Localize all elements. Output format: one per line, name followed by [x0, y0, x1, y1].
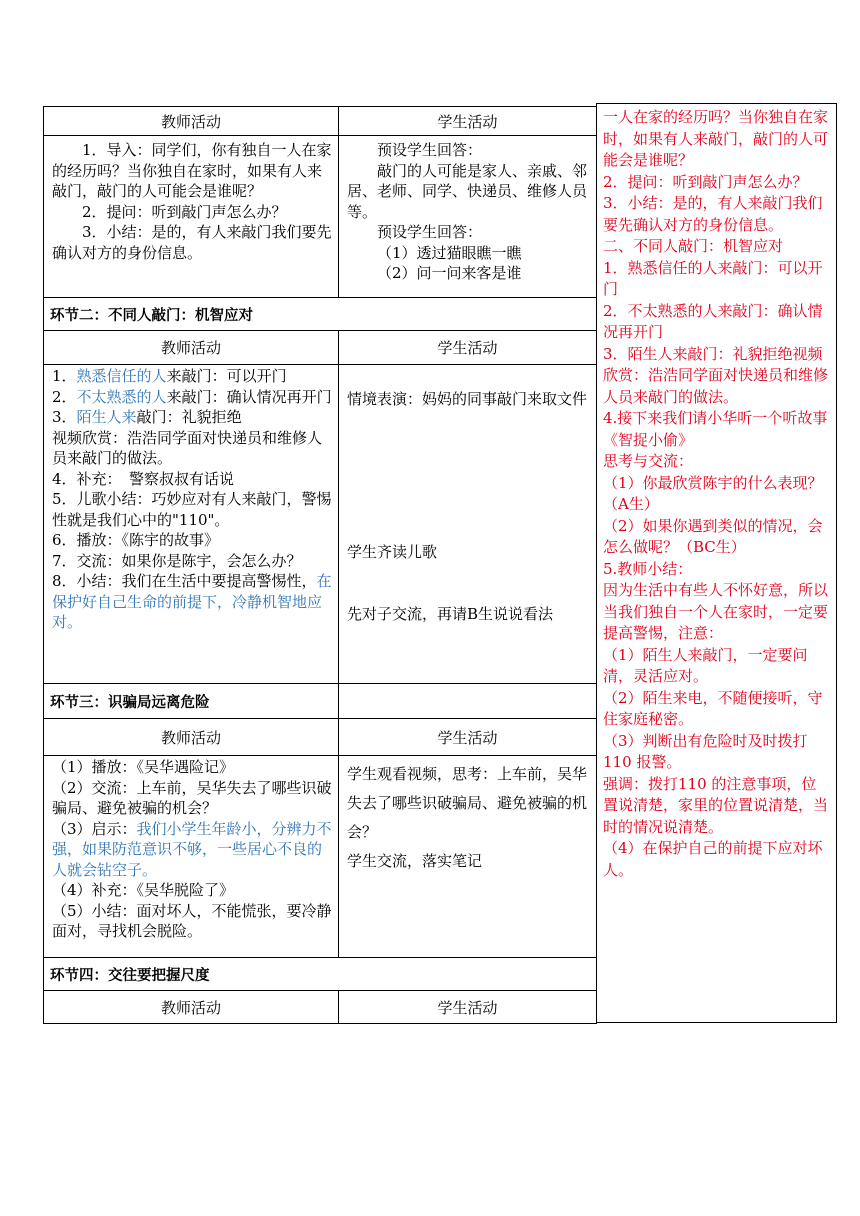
s3-item-5: （5）小结：面对坏人，不能慌张，要冷静面对，寻找机会脱险。	[52, 901, 332, 940]
student-answer-label: 预设学生回答：	[377, 141, 483, 159]
s2-item-7: 7．交流：如果你是陈宇，会怎么办？	[52, 551, 302, 570]
s3-item-2: （2）交流：上车前，吴华失去了哪些识破骗局、避免被骗的机会？	[52, 778, 332, 817]
section2-title: 环节二：不同人敲门：机智应对	[43, 297, 597, 331]
s3-student-think: 学生观看视频，思考：上车前，吴华失去了哪些识破骗局、避免被骗的机会？	[347, 765, 588, 841]
s2-item-6: 6．播放：《陈宇的故事》	[52, 531, 220, 549]
student-answer-text: 敲门的人可能是家人、亲戚、邻居、老师、同学、快递员、维修人员等。	[347, 161, 588, 221]
side-note: 5.教师小结：	[603, 559, 693, 578]
side-note: 二、不同人敲门：机智应对	[603, 237, 784, 255]
side-notes-panel	[596, 103, 837, 1023]
side-note: 因为生活中有些人不怀好意，所以当我们独自一个人在家时，一定要提高警惕，注意：	[603, 581, 829, 642]
side-note: （2）如果你遇到类似的情况，会怎么做呢？（BC生）	[603, 516, 823, 556]
header-student-1: 学生活动	[338, 106, 597, 136]
s2-item-3: 3．陌生人来敲门：礼貌拒绝	[52, 408, 242, 426]
section1-teacher-line-1: 1．导入：同学们，你有独自一人在家的经历吗？当你独自在家时，如果有人来敲门，敲门的人可能会是谁呢？	[52, 141, 332, 200]
side-note: （3）判断出有危险时及时拨打 110 报警。	[603, 731, 808, 771]
section1-student-cell	[338, 135, 597, 298]
side-note: 强调：拨打110 的注意事项，位置说清楚，家里的位置说清楚，当时的情况说清楚。	[603, 774, 829, 836]
section1-teacher-line-2: 2．提问：听到敲门声怎么办？	[82, 202, 287, 221]
section2-teacher-cell	[43, 364, 339, 684]
s2-student-chant: 学生齐读儿歌	[347, 543, 438, 561]
s2-item-1: 1．熟悉信任的人来敲门：可以开门	[52, 367, 287, 385]
side-note: 一人在家的经历吗？当你独自在家时，如果有人来敲门，敲门的人可能会是谁呢？	[603, 108, 829, 169]
s2-item-2: 2．不太熟悉的人来敲门：确认情况再开门	[52, 387, 332, 406]
s3-item-1: （1）播放：《吴华遇险记》	[52, 758, 235, 776]
student-answer-item: （1）透过猫眼瞧一瞧	[377, 243, 522, 262]
header-teacher-3: 教师活动	[43, 718, 339, 756]
s2-item-video: 视频欣赏：浩浩同学面对快递员和维修人员来敲门的做法。	[52, 428, 323, 467]
side-note: 思考与交流：	[603, 452, 694, 470]
header-student-3: 学生活动	[338, 718, 597, 756]
section3-teacher-cell	[43, 755, 339, 958]
header-student-4: 学生活动	[338, 990, 597, 1024]
side-note: 3．陌生人来敲门：礼貌拒绝视频欣赏：浩浩同学面对快递员和维修人员来敲门的做法。	[603, 344, 829, 406]
header-teacher-4: 教师活动	[43, 990, 339, 1024]
s2-item-4: 4．补充： 警察叔叔有话说	[52, 469, 235, 488]
side-note: 2．提问：听到敲门声怎么办？	[603, 172, 808, 191]
side-note: 2．不太熟悉的人来敲门：确认情况再开门	[603, 301, 823, 341]
side-note: 4.接下来我们请小华听一个听故事《智捉小偷》	[603, 409, 828, 449]
s2-student-roleplay: 情境表演：妈妈的同事敲门来取文件	[347, 390, 588, 408]
section2-student-cell	[338, 364, 597, 684]
section3-title: 环节三：识骗局远离危险	[43, 683, 339, 719]
s2-item-5: 5．儿歌小结：巧妙应对有人来敲门，警惕性就是我们心中的"110"。	[52, 490, 332, 529]
s2-item-8: 8．小结：我们在生活中要提高警惕性，在保护好自己生命的前提下，冷静机智地应对。	[52, 572, 332, 631]
side-note: 3．小结：是的，有人来敲门我们要先确认对方的身份信息。	[603, 194, 823, 234]
side-note: （2）陌生来电，不随便接听，守住家庭秘密。	[603, 688, 823, 728]
header-student-2: 学生活动	[338, 330, 597, 365]
section3-student-cell	[338, 755, 597, 958]
s3-item-3: （3）启示：我们小学生年龄小，分辨力不强，如果防范意识不够，一些居心不良的人就会钻空子。	[52, 819, 332, 879]
student-answer-item: （2）问一问来客是谁	[377, 264, 522, 282]
s3-item-4: （4）补充：《吴华脱险了》	[52, 881, 235, 899]
section1-teacher-line-3: 3．小结：是的，有人来敲门我们要先确认对方的身份信息。	[52, 223, 332, 262]
section4-title: 环节四：交往要把握尺度	[43, 957, 597, 991]
side-note: （1）你最欣赏陈宇的什么表现？（A生）	[603, 473, 823, 513]
student-answer-label: 预设学生回答：	[377, 223, 483, 241]
side-note: （1）陌生人来敲门，一定要问清，灵活应对。	[603, 645, 808, 685]
side-note: 1．熟悉信任的人来敲门：可以开门	[603, 258, 823, 298]
header-teacher-1: 教师活动	[43, 106, 339, 136]
s3-student-notes: 学生交流，落实笔记	[347, 852, 483, 870]
s2-student-discuss: 先对子交流，再请B生说说看法	[347, 605, 554, 623]
side-note: （4）在保护自己的前提下应对坏人。	[603, 839, 823, 879]
section1-teacher-cell	[43, 135, 339, 298]
header-teacher-2: 教师活动	[43, 330, 339, 365]
section3-title-empty	[338, 683, 597, 719]
